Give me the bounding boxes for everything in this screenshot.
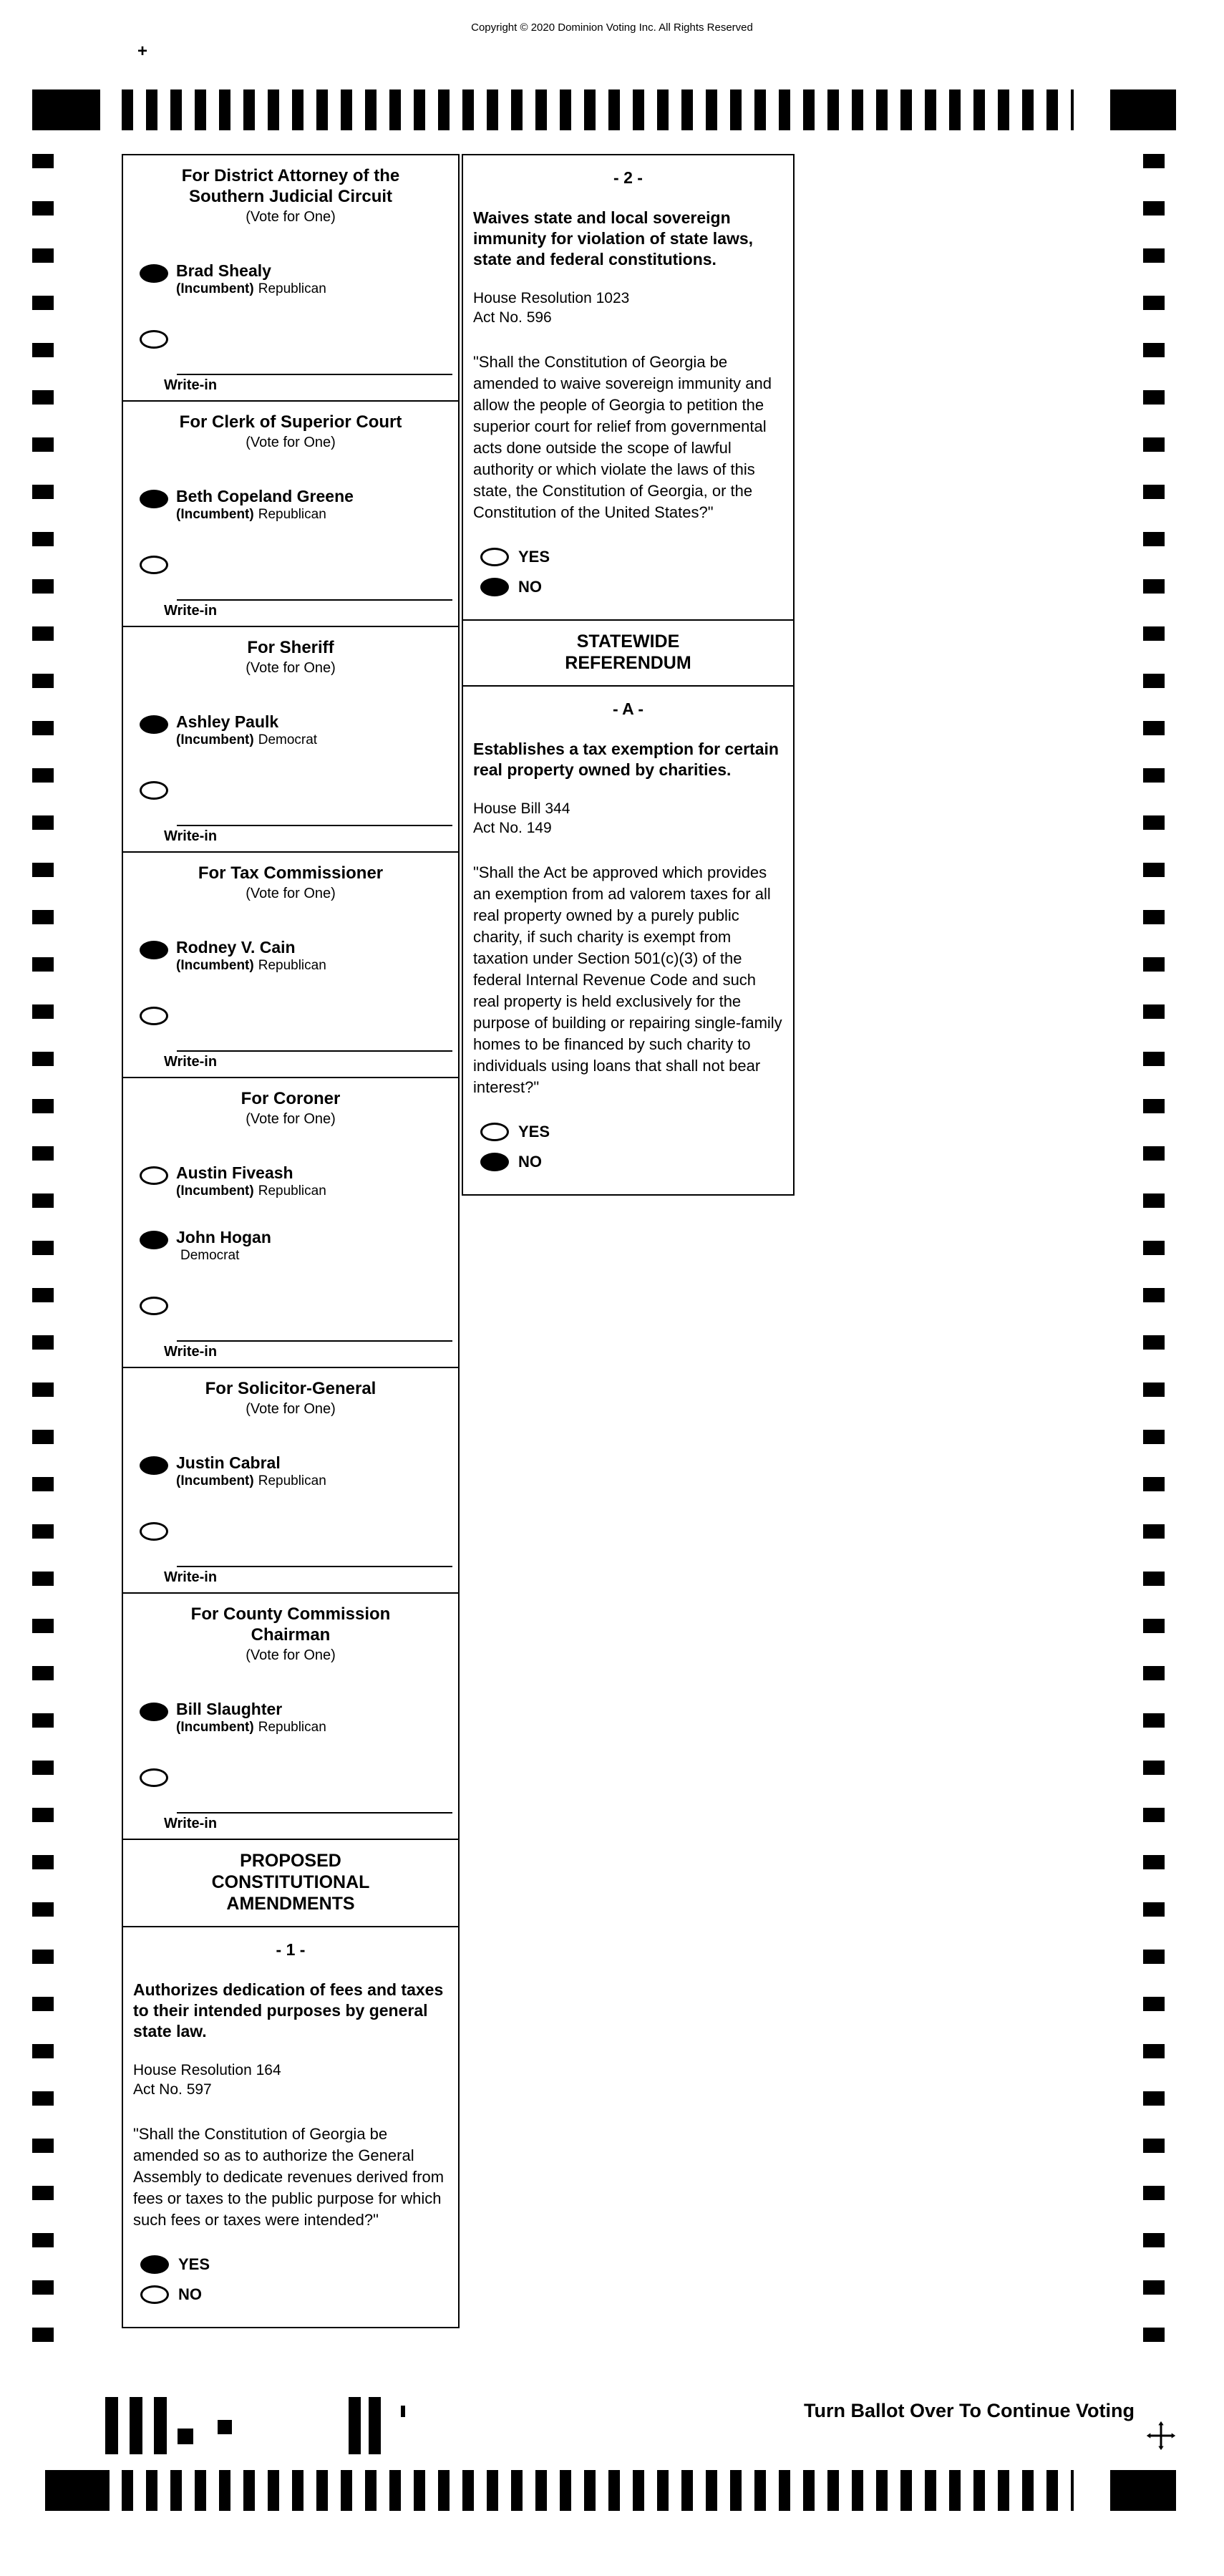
no-label: NO (518, 1153, 542, 1171)
vote-oval[interactable] (140, 2285, 169, 2304)
alignment-plus-icon: + (137, 42, 148, 61)
ballot-id-mark (154, 2397, 167, 2454)
vote-oval[interactable] (140, 941, 168, 959)
candidate-text (176, 1163, 326, 1199)
choice-yes (133, 2255, 448, 2274)
writein-label: Write-in (164, 828, 218, 844)
candidate-text (176, 938, 326, 974)
measure-summary: Establishes a tax exemption for certain real property owned by charities. (473, 740, 779, 779)
writein-row (123, 1768, 458, 1791)
candidate-name: Beth Copeland Greene (176, 487, 354, 505)
writein-line (177, 374, 452, 375)
ballot-id-mark (178, 2429, 193, 2444)
vote-for-label: (Vote for One) (246, 435, 336, 450)
measure-source-line2: Act No. 596 (473, 309, 552, 326)
candidate-text (176, 487, 354, 523)
measure-source (473, 799, 783, 838)
timing-marks-right (1143, 154, 1165, 2373)
candidate-party (176, 732, 317, 748)
writein-line (177, 599, 452, 601)
choice-no (473, 1153, 783, 1171)
vote-for-label: (Vote for One) (246, 1111, 336, 1127)
incumbent-label: (Incumbent) (176, 507, 254, 522)
timing-block-icon (32, 89, 100, 130)
measure-question: "Shall the Act be approved which provides an exemption from ad valorem taxes for all real property owned by a purely public charity, if such charity is exempt from taxation under Section 501(c)(3) of the federal Internal Revenue Code and such real property is held exclusively for the purpose of building or repairing single-family homes to be financed by such charity to individuals using loans that shall not bear interest?" (473, 863, 782, 1096)
incumbent-label: (Incumbent) (176, 1183, 254, 1199)
race-title: For Tax Commissioner (198, 863, 384, 883)
measure-summary: Authorizes dedication of fees and taxes to their intended purposes by general state law. (133, 1980, 444, 2040)
measure-source-line1: House Resolution 164 (133, 2062, 281, 2078)
section-header-referendum: STATEWIDE REFERENDUM (565, 631, 691, 673)
party-label: Democrat (180, 1248, 240, 1263)
writein-row (123, 1522, 458, 1544)
no-label: NO (178, 2285, 202, 2303)
measure-source-line1: House Resolution 1023 (473, 290, 630, 306)
ballot-id-mark (130, 2397, 142, 2454)
section-header-amendments: PROPOSED CONSTITUTIONAL AMENDMENTS (123, 1840, 458, 1927)
measure-source-line2: Act No. 597 (133, 2081, 212, 2098)
incumbent-label: (Incumbent) (176, 1720, 254, 1735)
candidate-row (123, 712, 458, 748)
candidate-party (176, 1183, 326, 1199)
choice-yes (473, 548, 783, 566)
timing-marks-left (32, 154, 54, 2373)
party-label: Republican (258, 281, 326, 296)
candidate-party (176, 957, 326, 974)
measure-source-line1: House Bill 344 (473, 800, 570, 817)
party-label: Republican (258, 1720, 326, 1735)
candidate-name: Brad Shealy (176, 261, 271, 280)
race-tax-commissioner (123, 853, 458, 1078)
party-label: Republican (258, 1473, 326, 1488)
writein-label: Write-in (164, 1054, 218, 1070)
measure-question: "Shall the Constitution of Georgia be amended to waive sovereign immunity and allow the people of Georgia to petition the superior court for relief from governmental acts done outside the scope of lawful authority or which violate the laws of this state, the Constitution of Georgia, or the Constitution of the United States?" (473, 353, 772, 521)
incumbent-label: (Incumbent) (176, 281, 254, 296)
candidate-name: Justin Cabral (176, 1453, 281, 1472)
writein-label: Write-in (164, 377, 218, 393)
party-label: Democrat (258, 732, 318, 747)
party-label: Republican (258, 1183, 326, 1199)
vote-oval[interactable] (140, 715, 168, 734)
vote-for-label: (Vote for One) (246, 660, 336, 676)
ballot-id-mark (369, 2397, 381, 2454)
candidate-party (176, 506, 354, 523)
candidate-party (176, 1247, 271, 1264)
incumbent-label: (Incumbent) (176, 732, 254, 747)
vote-oval[interactable] (140, 2255, 169, 2274)
candidate-name: Rodney V. Cain (176, 938, 296, 957)
vote-oval[interactable] (480, 1153, 509, 1171)
measure-source-line2: Act No. 149 (473, 820, 552, 836)
measure-number: - 1 - (276, 1940, 306, 1959)
race-sheriff (123, 627, 458, 853)
writein-oval[interactable] (140, 781, 168, 800)
writein-line (177, 1340, 452, 1342)
turn-ballot-over-text: Turn Ballot Over To Continue Voting (804, 2400, 1135, 2421)
candidate-name: Ashley Paulk (176, 712, 279, 731)
vote-oval[interactable] (140, 1231, 168, 1249)
measure-source (473, 289, 783, 327)
vote-oval[interactable] (140, 1166, 168, 1185)
writein-line (177, 1050, 452, 1052)
race-clerk-superior-court (123, 402, 458, 627)
measure-1 (123, 1940, 458, 2327)
race-coroner (123, 1078, 458, 1368)
candidate-row (123, 261, 458, 297)
writein-oval[interactable] (140, 1768, 168, 1787)
vote-for-label: (Vote for One) (246, 1401, 336, 1417)
race-title: For District Attorney of the Southern Judicial Circuit (181, 166, 400, 206)
candidate-name: John Hogan (176, 1228, 271, 1246)
writein-line (177, 825, 452, 826)
ballot-id-mark (218, 2420, 232, 2434)
race-title: For County Commission Chairman (190, 1604, 391, 1645)
writein-label: Write-in (164, 603, 218, 619)
measure-summary: Waives state and local sovereign immunity for violation of state laws, state and federal constitutions. (473, 208, 754, 268)
incumbent-label: (Incumbent) (176, 1473, 254, 1488)
candidate-text (176, 1700, 326, 1735)
candidate-row (123, 1700, 458, 1735)
yes-label: YES (518, 548, 550, 566)
writein-label: Write-in (164, 1569, 218, 1585)
section-header-box (462, 619, 795, 687)
candidate-name: Bill Slaughter (176, 1700, 283, 1718)
ballot-id-mark (401, 2406, 405, 2417)
ballot-column-left (122, 154, 460, 2328)
party-label: Republican (258, 958, 326, 973)
measure-2 (462, 154, 795, 621)
candidate-row (123, 487, 458, 523)
writein-row (123, 781, 458, 803)
vote-for-label: (Vote for One) (246, 886, 336, 901)
candidate-text (176, 1453, 326, 1489)
measure-number: - 2 - (613, 168, 643, 187)
timing-block-icon (1110, 89, 1176, 130)
timing-block-icon (1110, 2470, 1176, 2511)
writein-row (123, 330, 458, 352)
race-county-commission-chairman (123, 1594, 458, 1840)
writein-oval[interactable] (140, 556, 168, 574)
candidate-party (176, 281, 326, 297)
registration-cross-icon (1145, 2420, 1177, 2451)
timing-bars-icon (122, 2470, 1074, 2511)
timing-bars-icon (122, 89, 1074, 130)
candidate-text (176, 1228, 271, 1264)
ballot-id-mark (349, 2397, 361, 2454)
candidate-party (176, 1719, 326, 1735)
writein-oval[interactable] (140, 330, 168, 349)
candidate-name: Austin Fiveash (176, 1163, 293, 1182)
writein-label: Write-in (164, 1344, 218, 1360)
ballot-column-right (462, 154, 795, 1196)
yes-label: YES (518, 1123, 550, 1141)
no-label: NO (518, 578, 542, 596)
vote-oval[interactable] (140, 264, 168, 283)
timing-band-top (0, 89, 1224, 130)
choice-yes (473, 1123, 783, 1141)
copyright-text: Copyright © 2020 Dominion Voting Inc. All Rights Reserved (471, 21, 753, 34)
vote-oval[interactable] (140, 1456, 168, 1475)
candidate-text (176, 261, 326, 297)
measure-number: - A - (612, 699, 643, 718)
vote-for-label: (Vote for One) (246, 209, 336, 225)
timing-band-bottom (0, 2470, 1224, 2511)
writein-oval[interactable] (140, 1297, 168, 1315)
writein-row (123, 1007, 458, 1029)
measure-a (462, 685, 795, 1196)
writein-line (177, 1566, 452, 1567)
ballot-id-mark (105, 2397, 118, 2454)
race-district-attorney (123, 155, 458, 402)
choice-no (473, 578, 783, 596)
race-title: For Solicitor-General (205, 1379, 377, 1398)
choice-no (133, 2285, 448, 2304)
party-label: Republican (258, 507, 326, 522)
vote-oval[interactable] (140, 490, 168, 508)
yes-label: YES (178, 2255, 210, 2273)
measure-source (133, 2061, 448, 2099)
timing-block-icon (45, 2470, 110, 2511)
writein-label: Write-in (164, 1816, 218, 1831)
race-solicitor-general (123, 1368, 458, 1594)
vote-oval[interactable] (480, 578, 509, 596)
vote-oval[interactable] (480, 548, 509, 566)
writein-row (123, 556, 458, 578)
incumbent-label: (Incumbent) (176, 958, 254, 973)
race-title: For Coroner (241, 1089, 341, 1108)
writein-oval[interactable] (140, 1522, 168, 1541)
writein-oval[interactable] (140, 1007, 168, 1025)
writein-row (123, 1297, 458, 1319)
candidate-row (123, 1228, 458, 1264)
candidate-text (176, 712, 317, 748)
writein-line (177, 1812, 452, 1814)
vote-oval[interactable] (140, 1703, 168, 1721)
vote-for-label: (Vote for One) (246, 1647, 336, 1663)
measure-question: "Shall the Constitution of Georgia be amended so as to authorize the General Assembly to dedicate revenues derived from fees or taxes to the public purpose for which such fees or taxes were intended?" (133, 2125, 445, 2229)
race-title: For Sheriff (247, 638, 334, 657)
candidate-party (176, 1473, 326, 1489)
vote-oval[interactable] (480, 1123, 509, 1141)
race-title: For Clerk of Superior Court (179, 412, 402, 432)
candidate-row (123, 1453, 458, 1489)
candidate-row (123, 938, 458, 974)
candidate-row (123, 1163, 458, 1199)
